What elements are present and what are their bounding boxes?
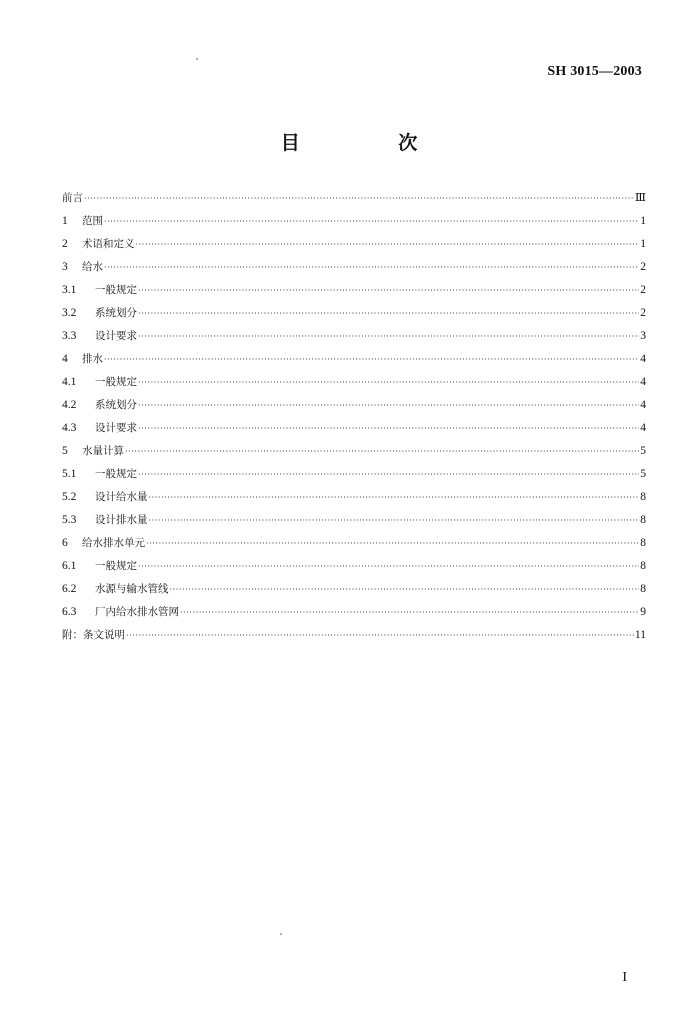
table-of-contents bbox=[62, 187, 646, 647]
dot-leader bbox=[136, 233, 640, 256]
toc-entry-page: 5 bbox=[640, 445, 646, 457]
toc-entry-label: 给水排水单元 bbox=[82, 537, 145, 549]
toc-entry-preface[interactable] bbox=[62, 187, 646, 210]
toc-entry-page: 4 bbox=[640, 399, 646, 411]
dot-leader bbox=[138, 325, 639, 348]
dot-leader bbox=[146, 532, 639, 555]
toc-entry-label: 前言 bbox=[62, 192, 83, 204]
toc-entry-label: 厂内给水排水管网 bbox=[95, 606, 179, 618]
toc-entry-label: 范围 bbox=[82, 215, 103, 227]
toc-entry-page: 4 bbox=[640, 353, 646, 365]
toc-entry-label: 附：条文说明 bbox=[62, 629, 125, 641]
toc-entry-page: 8 bbox=[640, 514, 646, 526]
toc-entry-page: 8 bbox=[640, 537, 646, 549]
document-code: SH 3015—2003 bbox=[547, 64, 642, 79]
page-number: I bbox=[622, 970, 627, 985]
dot-leader bbox=[104, 348, 639, 371]
toc-entry-label: 设计要求 bbox=[95, 422, 137, 434]
toc-entry-number: 6.1 bbox=[62, 560, 77, 572]
dot-leader bbox=[149, 509, 640, 532]
toc-entry-appendix[interactable] bbox=[62, 624, 646, 647]
toc-entry-page: 5 bbox=[640, 468, 646, 480]
toc-entry-3-3[interactable] bbox=[62, 325, 646, 348]
toc-entry-label: 术语和定义 bbox=[82, 238, 135, 250]
toc-entry-label: 给水 bbox=[82, 261, 103, 273]
toc-title: 目 次 bbox=[280, 132, 464, 154]
toc-entry-number: 6 bbox=[62, 537, 68, 549]
toc-entry-number: 3.3 bbox=[62, 330, 77, 342]
toc-entry-number: 1 bbox=[62, 215, 68, 227]
toc-entry-label: 系统划分 bbox=[95, 307, 137, 319]
dot-leader bbox=[104, 256, 639, 279]
toc-entry-page: Ⅲ bbox=[634, 192, 646, 204]
toc-entry-6[interactable] bbox=[62, 532, 646, 555]
toc-entry-number: 5.3 bbox=[62, 514, 77, 526]
toc-entry-label: 水源与输水管线 bbox=[95, 583, 169, 595]
dot-leader bbox=[138, 555, 639, 578]
toc-entry-page: 2 bbox=[640, 261, 646, 273]
toc-entry-page: 3 bbox=[640, 330, 646, 342]
toc-entry-4[interactable] bbox=[62, 348, 646, 371]
toc-entry-number: 3.2 bbox=[62, 307, 77, 319]
toc-entry-number: 4.2 bbox=[62, 399, 77, 411]
dot-leader bbox=[138, 302, 639, 325]
toc-entry-6-3[interactable] bbox=[62, 601, 646, 624]
toc-entry-3-2[interactable] bbox=[62, 302, 646, 325]
toc-entry-page: 1 bbox=[640, 215, 646, 227]
dot-leader bbox=[138, 417, 639, 440]
toc-entry-number: 4 bbox=[62, 353, 68, 365]
toc-entry-number: 5 bbox=[62, 445, 68, 457]
dot-leader bbox=[84, 187, 634, 210]
toc-entry-5-1[interactable] bbox=[62, 463, 646, 486]
toc-entry-4-2[interactable] bbox=[62, 394, 646, 417]
toc-entry-label: 设计要求 bbox=[95, 330, 137, 342]
toc-entry-page: 9 bbox=[640, 606, 646, 618]
toc-entry-number: 3.1 bbox=[62, 284, 77, 296]
toc-entry-5[interactable] bbox=[62, 440, 646, 463]
toc-entry-label: 一般规定 bbox=[95, 560, 137, 572]
toc-entry-page: 2 bbox=[640, 284, 646, 296]
toc-entry-page: 8 bbox=[640, 560, 646, 572]
toc-entry-number: 4.1 bbox=[62, 376, 77, 388]
toc-entry-4-1[interactable] bbox=[62, 371, 646, 394]
toc-entry-number: 4.3 bbox=[62, 422, 77, 434]
toc-entry-page: 8 bbox=[640, 491, 646, 503]
toc-entry-page: 4 bbox=[640, 422, 646, 434]
toc-entry-6-1[interactable] bbox=[62, 555, 646, 578]
toc-entry-number: 5.2 bbox=[62, 491, 77, 503]
dot-leader bbox=[149, 486, 640, 509]
toc-entry-label: 水量计算 bbox=[82, 445, 124, 457]
toc-entry-label: 一般规定 bbox=[95, 284, 137, 296]
toc-entry-label: 设计给水量 bbox=[95, 491, 148, 503]
dot-leader bbox=[125, 440, 639, 463]
toc-entry-label: 排水 bbox=[82, 353, 103, 365]
dot-leader bbox=[180, 601, 639, 624]
toc-entry-3-1[interactable] bbox=[62, 279, 646, 302]
toc-entry-number: 2 bbox=[62, 238, 68, 250]
scan-speck bbox=[196, 58, 198, 60]
toc-entry-page: 4 bbox=[640, 376, 646, 388]
toc-entry-label: 设计排水量 bbox=[95, 514, 148, 526]
toc-entry-page: 8 bbox=[640, 583, 646, 595]
toc-entry-number: 6.3 bbox=[62, 606, 77, 618]
toc-entry-number: 3 bbox=[62, 261, 68, 273]
toc-entry-label: 一般规定 bbox=[95, 376, 137, 388]
dot-leader bbox=[138, 463, 639, 486]
toc-entry-3[interactable] bbox=[62, 256, 646, 279]
toc-entry-1[interactable] bbox=[62, 210, 646, 233]
toc-entry-6-2[interactable] bbox=[62, 578, 646, 601]
scan-speck bbox=[280, 933, 282, 935]
toc-entry-page: 11 bbox=[634, 629, 646, 641]
dot-leader bbox=[138, 279, 639, 302]
dot-leader bbox=[138, 371, 639, 394]
dot-leader bbox=[104, 210, 639, 233]
toc-entry-page: 2 bbox=[640, 307, 646, 319]
toc-entry-label: 一般规定 bbox=[95, 468, 137, 480]
toc-entry-number: 6.2 bbox=[62, 583, 77, 595]
toc-entry-5-3[interactable] bbox=[62, 509, 646, 532]
dot-leader bbox=[126, 624, 634, 647]
toc-entry-number: 5.1 bbox=[62, 468, 77, 480]
dot-leader bbox=[138, 394, 639, 417]
toc-entry-5-2[interactable] bbox=[62, 486, 646, 509]
toc-entry-label: 系统划分 bbox=[95, 399, 137, 411]
toc-entry-page: 1 bbox=[640, 238, 646, 250]
toc-entry-4-3[interactable] bbox=[62, 417, 646, 440]
dot-leader bbox=[170, 578, 640, 601]
toc-entry-2[interactable] bbox=[62, 233, 646, 256]
